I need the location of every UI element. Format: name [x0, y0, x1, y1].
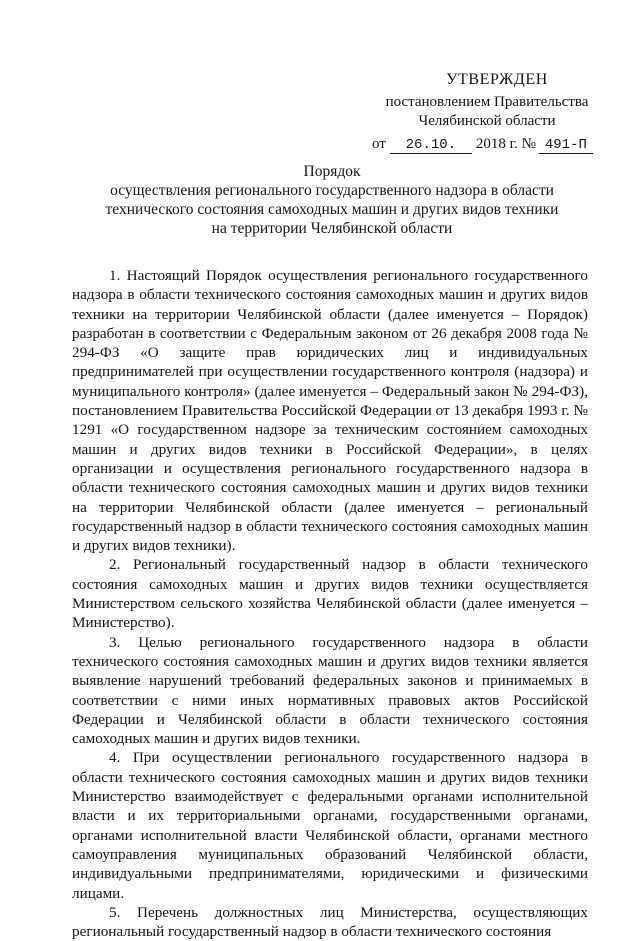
approval-date-line	[372, 135, 602, 154]
approval-stamp-title: УТВЕРЖДЕН	[446, 71, 548, 88]
approval-block	[372, 70, 602, 154]
approval-line-1: постановлением Правительства	[385, 94, 589, 110]
approval-year-text: 2018 г. №	[475, 136, 536, 152]
paragraph-3: 3. Целью регионального государственного надзора в области технического состояния самоходных машин и других видов техники является выявление нарушений требований федеральных законов и принимаемых в соответствии с ними иных нормативных правовых актов Российской Федерации и Челябинской области в области технического состояния самоходных машин и других видов техники.	[72, 633, 588, 748]
document-title	[64, 162, 600, 238]
approval-number: 491-П	[539, 137, 593, 154]
approval-date: 26.10.	[390, 137, 472, 154]
title-line-3: на территории Челябинской области	[211, 220, 453, 237]
paragraph-1: 1. Настоящий Порядок осуществления регионального государственного надзора в области технического состояния самоходных машин и других видов техники на территории Челябинской области (далее именуется – Порядок) разработан в соответствии с Федеральным законом от 26 декабря 2008 года № 294-ФЗ «О защите прав юридических лиц и индивидуальных предпринимателей при осуществлении государственного контроля (надзора) и муниципального контроля» (далее именуется – Федеральный закон № 294-ФЗ), постановлением Правительства Российской Федерации от 13 декабря 1993 г. № 1291 «О государственном надзоре за техническим состоянием самоходных машин и других видов техники в Российской Федерации», в целях организации и осуществления регионального государственного надзора в области технического состояния самоходных машин и других видов техники на территории Челябинской области (далее именуется – региональный государственный надзор в области технического состояния самоходных машин и других видов техники).	[72, 267, 588, 555]
title-line-1: осуществления регионального государственного надзора в области	[110, 182, 554, 199]
paragraph-4: 4. При осуществлении регионального государственного надзора в области технического состояния самоходных машин и других видов техники Министерство взаимодействует с федеральными органами исполнительной власти и их территориальными органами, государственными органами, органами исполнительной власти Челябинской области, органами местного самоуправления муниципальных образований Челябинской области, индивидуальными предпринимателями, юридическими и физическими лицами.	[72, 749, 588, 902]
document-body	[72, 266, 588, 941]
title-heading: Порядок	[303, 163, 361, 180]
approval-prefix: от	[372, 136, 386, 152]
paragraph-5: 5. Перечень должностных лиц Министерства, осуществляющих региональный государственный надзор в области технического состояния	[72, 903, 588, 941]
title-line-2: технического состояния самоходных машин и других видов техники	[105, 201, 559, 218]
paragraph-2: 2. Региональный государственный надзор в области технического состояния самоходных машин и других видов техники осуществляется Министерством сельского хозяйства Челябинской области (далее именуется – Министерство).	[72, 556, 588, 632]
approval-line-2: Челябинской области	[418, 113, 556, 129]
